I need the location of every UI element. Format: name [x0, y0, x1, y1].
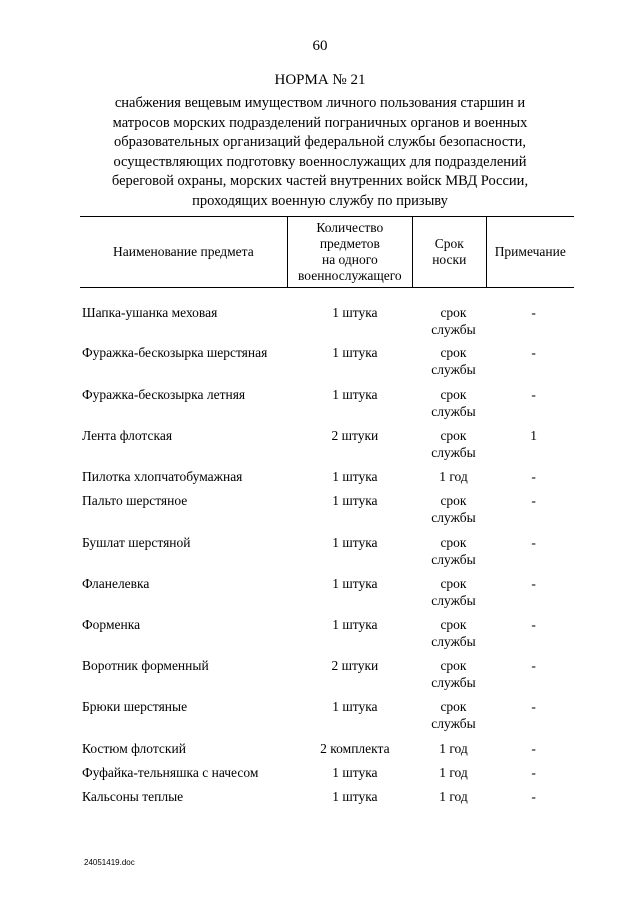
item-note: -: [531, 765, 536, 780]
page-number: 60: [312, 38, 328, 54]
document-title: НОРМА № 21: [274, 72, 366, 88]
item-name: Лента флотская: [82, 428, 173, 443]
table-header: [80, 216, 574, 288]
item-term: [414, 534, 494, 568]
item-term-line: срок: [440, 428, 467, 443]
item-quantity: 1 штука: [332, 469, 378, 484]
table-row: [80, 788, 574, 805]
item-name: Пилотка хлопчатобумажная: [82, 469, 243, 484]
item-term-line: службы: [431, 404, 476, 419]
header-quantity-line: предметов: [319, 236, 380, 251]
item-term-line: 1 год: [439, 789, 468, 804]
item-note: -: [531, 345, 536, 360]
item-quantity: 1 штука: [332, 699, 378, 714]
item-note: -: [531, 789, 536, 804]
item-quantity: 2 штуки: [331, 658, 379, 673]
item-quantity: 2 комплекта: [320, 741, 390, 756]
header-quantity-line: на одного: [321, 252, 378, 267]
subtitle-line: матросов морских подразделений пограничных органов и военных: [112, 114, 528, 131]
item-note: 1: [530, 428, 538, 443]
item-quantity: 1 штука: [332, 617, 378, 632]
item-term: [414, 764, 494, 781]
item-quantity: 1 штука: [332, 765, 378, 780]
subtitle-line: снабжения вещевым имуществом личного пользования старшин и: [114, 95, 526, 111]
item-term-line: срок: [440, 699, 467, 714]
item-term: [414, 740, 494, 757]
item-note: -: [531, 576, 536, 591]
item-term-line: срок: [440, 658, 467, 673]
subtitle-line: осуществляющих подготовку военнослужащих для подразделений: [113, 153, 527, 170]
item-quantity: 1 штука: [332, 493, 378, 508]
item-term: [414, 575, 494, 609]
item-term-line: службы: [431, 593, 476, 608]
item-quantity: 1 штука: [332, 305, 378, 320]
item-term-line: службы: [431, 445, 476, 460]
item-term-line: срок: [440, 387, 467, 402]
item-note: -: [531, 741, 536, 756]
table-row: [80, 492, 574, 526]
item-term: [414, 304, 494, 338]
item-name: Пальто шерстяное: [82, 493, 188, 508]
item-quantity: 1 штука: [332, 345, 378, 360]
item-term: [414, 386, 494, 420]
item-quantity: 1 штука: [332, 789, 378, 804]
header-quantity: [287, 217, 413, 287]
item-term: [414, 492, 494, 526]
table-row: [80, 386, 574, 420]
table-row: [80, 657, 574, 691]
table-row: [80, 468, 574, 485]
item-term: [414, 344, 494, 378]
item-quantity: 1 штука: [332, 387, 378, 402]
item-quantity: 1 штука: [332, 535, 378, 550]
item-name: Воротник форменный: [82, 658, 209, 673]
item-name: Шапка-ушанка меховая: [82, 305, 218, 320]
item-term-line: службы: [431, 322, 476, 337]
item-note: -: [531, 493, 536, 508]
item-note: -: [531, 387, 536, 402]
item-term: [414, 468, 494, 485]
item-note: -: [531, 535, 536, 550]
document-subtitle: [100, 94, 540, 211]
item-name: Форменка: [82, 617, 141, 632]
item-note: -: [531, 617, 536, 632]
item-term-line: службы: [431, 510, 476, 525]
subtitle-line: образовательных организаций федеральной службы безопасности,: [113, 134, 527, 150]
item-term-line: службы: [431, 675, 476, 690]
item-note: -: [531, 658, 536, 673]
item-term-line: 1 год: [439, 741, 468, 756]
item-term-line: службы: [431, 552, 476, 567]
item-term-line: срок: [440, 617, 467, 632]
header-term-line: носки: [432, 252, 467, 267]
table-row: [80, 427, 574, 461]
item-term-line: службы: [431, 362, 476, 377]
item-term-line: срок: [440, 305, 467, 320]
subtitle-line: береговой охраны, морских частей внутренних войск МВД России,: [111, 173, 529, 189]
item-term-line: службы: [431, 634, 476, 649]
item-name: Кальсоны теплые: [82, 789, 184, 804]
item-term: [414, 657, 494, 691]
item-term-line: срок: [440, 576, 467, 591]
item-term: [414, 427, 494, 461]
table-row: [80, 304, 574, 338]
item-term-line: 1 год: [439, 765, 468, 780]
table-row: [80, 344, 574, 378]
item-note: -: [531, 469, 536, 484]
table-row: [80, 575, 574, 609]
header-term: [413, 217, 486, 287]
header-term-line: Срок: [434, 236, 464, 251]
footer-filename: 24051419.doc: [84, 858, 135, 867]
item-name: Фланелевка: [82, 576, 150, 591]
norm-table: [80, 216, 574, 804]
table-row: [80, 698, 574, 732]
header-quantity-line: военнослужащего: [298, 268, 402, 283]
subtitle-line: проходящих военную службу по призыву: [192, 192, 448, 209]
header-note: Примечание: [486, 217, 574, 287]
item-quantity: 1 штука: [332, 576, 378, 591]
table-row: [80, 740, 574, 757]
item-term: [414, 788, 494, 805]
item-term-line: срок: [440, 535, 467, 550]
item-name: Фуфайка-тельняшка с начесом: [82, 765, 259, 780]
header-quantity-line: Количество: [316, 220, 384, 235]
table-row: [80, 616, 574, 650]
item-term-line: срок: [440, 345, 467, 360]
item-name: Брюки шерстяные: [82, 699, 188, 714]
item-note: -: [531, 699, 536, 714]
item-term: [414, 616, 494, 650]
header-name: Наименование предмета: [113, 244, 254, 259]
item-name: Фуражка-бескозырка летняя: [82, 387, 246, 402]
item-quantity: 2 штуки: [331, 428, 379, 443]
item-note: -: [531, 305, 536, 320]
table-row: [80, 534, 574, 568]
item-name: Костюм флотский: [82, 741, 186, 756]
item-term: [414, 698, 494, 732]
item-term-line: службы: [431, 716, 476, 731]
table-row: [80, 764, 574, 781]
item-name: Фуражка-бескозырка шерстяная: [82, 345, 268, 360]
item-name: Бушлат шерстяной: [82, 535, 191, 550]
item-term-line: 1 год: [439, 469, 468, 484]
item-term-line: срок: [440, 493, 467, 508]
